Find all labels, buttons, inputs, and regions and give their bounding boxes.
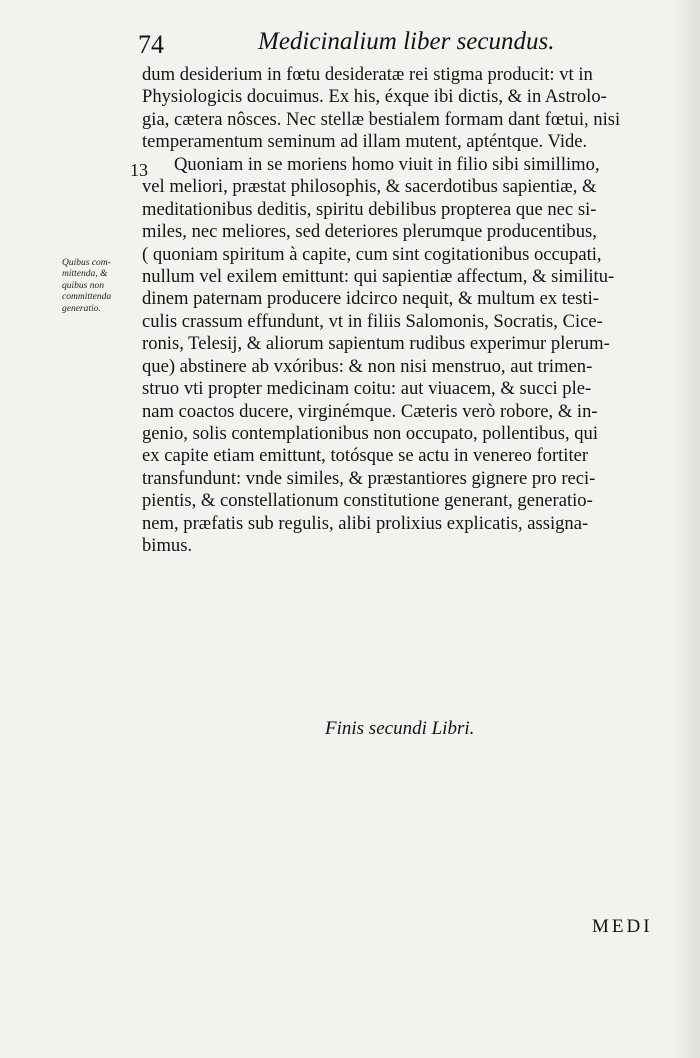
text-line: meditationibus deditis, spiritu debilibus propterea que nec si- — [142, 198, 597, 220]
marginal-note-line: Quibus com- — [62, 258, 111, 268]
text-line: nam coactos ducere, virginémque. Cæteris verò robore, & in- — [142, 400, 598, 422]
text-line: nullum vel exilem emittunt: qui sapientiæ affectum, & similitu- — [142, 265, 615, 287]
finis-line: Finis secundi Libri. — [325, 718, 475, 739]
text-line: Quoniam in se moriens homo viuit in filio sibi simillimo, — [174, 153, 600, 175]
marginal-note-line: quibus non — [62, 280, 104, 291]
marginal-note-line: committenda — [62, 292, 112, 303]
text-line: temperamentum seminum ad illam mutent, apténtque. Vide. — [142, 131, 588, 153]
text-line: struo vti propter medicinam coitu: aut viuacem, & succi ple- — [142, 378, 592, 400]
text-line: ( quoniam spiritum à capite, cum sint cogitationibus occupati, — [142, 243, 602, 265]
page-header — [130, 28, 590, 62]
text-line: Physiologicis docuimus. Ex his, éxque ibi dictis, & in Astrolo- — [142, 86, 607, 108]
text-line: gia, cætera nôsces. Nec stellæ bestialem formam dant fœtui, nisi — [142, 108, 621, 130]
marginal-note-line: generatio. — [62, 303, 101, 314]
text-line: pientis, & constellationum constitutione generant, generatio- — [142, 490, 593, 512]
text-line: transfundunt: vnde similes, & præstantiores gignere pro reci- — [142, 467, 596, 489]
text-line: dum desiderium in fœtu desideratæ rei stigma producit: vt in — [142, 64, 593, 85]
text-line: ex capite etiam emittunt, totósque se actu in venereo fortiter — [142, 445, 589, 467]
marginal-note-line: mittenda, & — [62, 269, 108, 280]
text-line: vel meliori, præstat philosophis, & sacerdotibus sapientiæ, & — [142, 176, 597, 198]
text-line: miles, nec meliores, sed deteriores plerumque producentibus, — [142, 221, 597, 243]
body-text — [142, 64, 682, 558]
text-line: nem, præfatis sub regulis, alibi prolixius explicatis, assigna- — [142, 512, 589, 534]
text-line: que) abstinere ab vxóribus: & non nisi menstruo, aut trimen- — [142, 355, 593, 377]
page-number: 74 — [138, 30, 164, 59]
text-line: dinem paternam producere idcirco nequit, & multum ex testi- — [142, 288, 599, 310]
text-line: genio, solis contemplationibus non occupato, pollentibus, qui — [142, 423, 599, 444]
marginal-note — [62, 258, 144, 315]
text-line: ronis, Telesij, & aliorum sapientum rudibus experimur plerum- — [142, 333, 610, 355]
catchword: MEDI — [592, 916, 653, 937]
running-title: Medicinalium liber secundus. — [258, 28, 555, 55]
text-line: bimus. — [142, 535, 193, 557]
section-number: 13 — [130, 160, 148, 180]
text-line: culis crassum effundunt, vt in filiis Salomonis, Socratis, Cice- — [142, 310, 603, 332]
page-edge-shadow — [672, 0, 700, 1058]
